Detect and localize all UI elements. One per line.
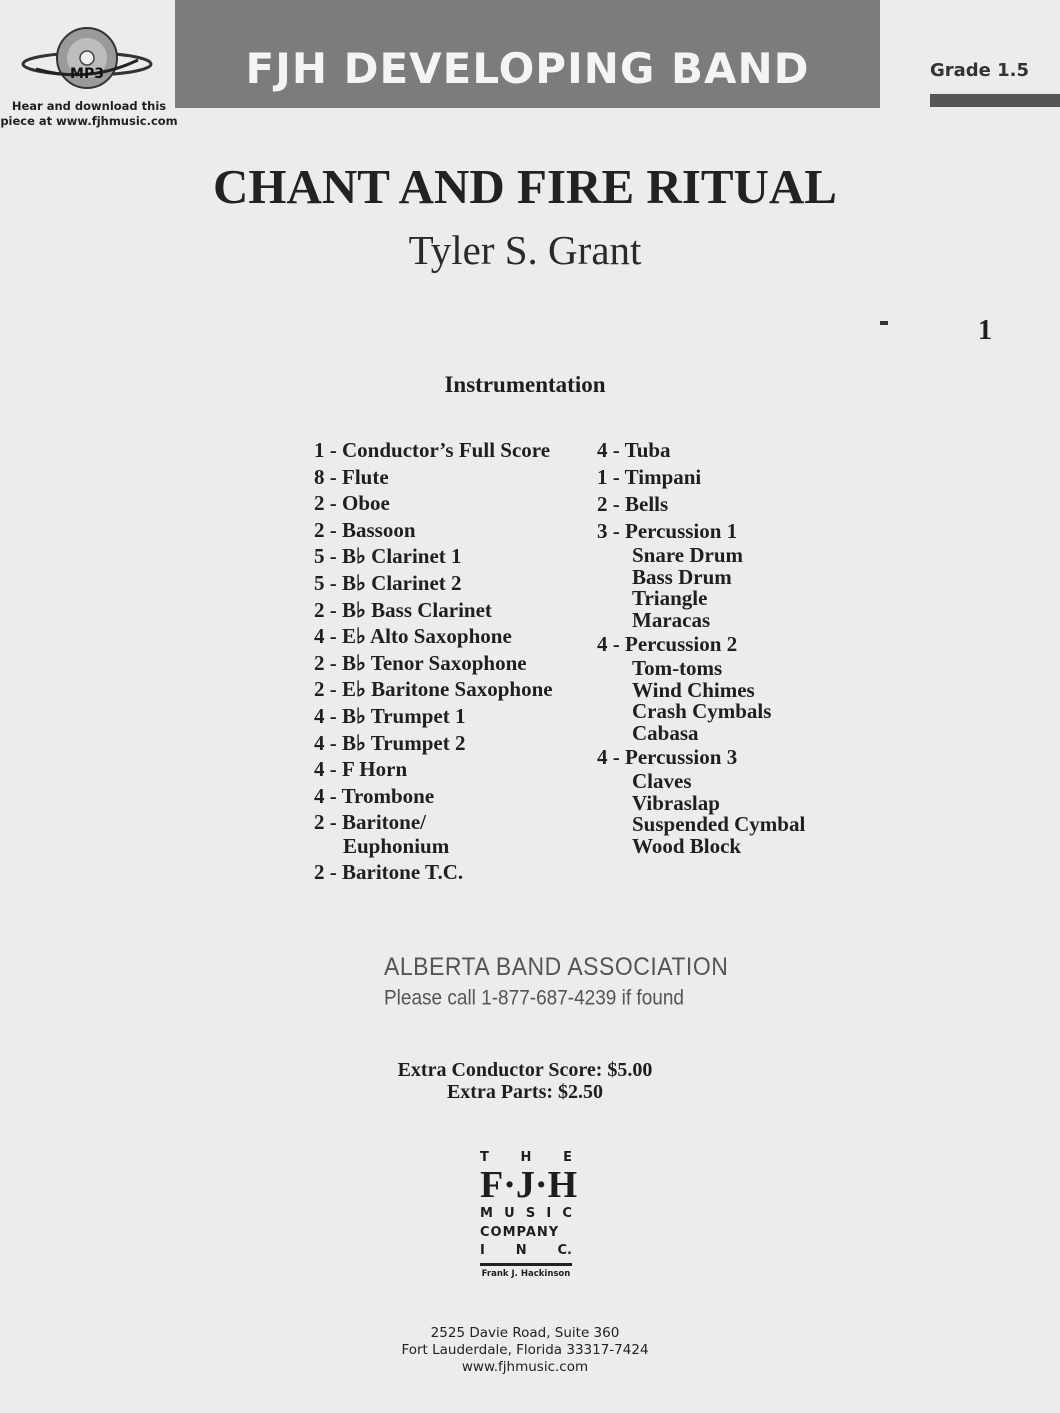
mp3-disc-logo bbox=[20, 22, 155, 97]
list-item: 2 - E♭ Baritone Saxophone bbox=[314, 677, 553, 702]
list-item: 2 - Baritone T.C. bbox=[314, 859, 464, 884]
instrumentation-list-left bbox=[314, 437, 553, 886]
list-subitem: Claves bbox=[632, 769, 692, 793]
mp3-badge-label: MP3 bbox=[70, 66, 104, 82]
list-item: 3 - Percussion 1 bbox=[597, 519, 738, 543]
logo-founder: Frank J. Hackinson bbox=[481, 1269, 571, 1279]
logo-inc: I N C. bbox=[480, 1243, 572, 1258]
series-name: FJH DEVELOPING BAND bbox=[245, 43, 810, 93]
list-item: 2 - Bassoon bbox=[314, 517, 416, 542]
stray-mark bbox=[880, 321, 888, 325]
list-item: 2 - B♭ Bass Clarinet bbox=[314, 597, 492, 622]
list-subitem: Maracas bbox=[632, 607, 711, 632]
grade-level: Grade 1.5 bbox=[930, 60, 1030, 81]
list-item: 1 - Conductor’s Full Score bbox=[314, 438, 551, 462]
price-info bbox=[0, 1059, 1050, 1103]
instrumentation-list-right bbox=[597, 437, 805, 857]
list-subitem: Crash Cymbals bbox=[632, 699, 772, 723]
address-line-2: Fort Lauderdale, Florida 33317-7424 bbox=[401, 1342, 649, 1358]
series-banner bbox=[175, 0, 880, 108]
list-item: 4 - Tuba bbox=[597, 438, 671, 462]
list-item: 4 - Trombone bbox=[314, 783, 435, 808]
list-item: 1 - Timpani bbox=[597, 465, 702, 489]
list-item: 8 - Flute bbox=[314, 464, 389, 489]
conductor-score-price: Extra Conductor Score: $5.00 bbox=[397, 1059, 653, 1081]
list-subitem: Wind Chimes bbox=[632, 677, 755, 702]
logo-music: M U S I C bbox=[480, 1206, 572, 1221]
grade-bar bbox=[930, 94, 1060, 107]
composer-name: Tyler S. Grant bbox=[408, 227, 642, 273]
stamp-line-2: Please call 1-877-687-4239 if found bbox=[384, 987, 684, 1011]
address-line-1: 2525 Davie Road, Suite 360 bbox=[430, 1325, 620, 1341]
stamp-line-1: ALBERTA BAND ASSOCIATION bbox=[384, 952, 729, 981]
list-subitem: Suspended Cymbal bbox=[632, 812, 806, 836]
logo-rule bbox=[480, 1263, 572, 1266]
website: www.fjhmusic.com bbox=[461, 1359, 589, 1375]
list-subitem: Tom-toms bbox=[632, 656, 723, 680]
list-item: 4 - B♭ Trumpet 2 bbox=[314, 730, 466, 755]
list-item: 2 - Baritone/ bbox=[314, 810, 426, 835]
logo-the: T H E bbox=[480, 1150, 572, 1165]
list-item: 4 - E♭ Alto Saxophone bbox=[314, 624, 512, 649]
list-item: 4 - Percussion 3 bbox=[597, 745, 738, 769]
logo-company: COMPANY bbox=[480, 1225, 560, 1240]
list-subitem: Bass Drum bbox=[632, 564, 732, 589]
list-item-continuation: Euphonium bbox=[343, 833, 450, 858]
instrumentation-heading: Instrumentation bbox=[444, 372, 606, 397]
list-item: 2 - Oboe bbox=[314, 491, 390, 516]
publisher-logo bbox=[480, 1150, 578, 1279]
list-subitem: Snare Drum bbox=[632, 543, 744, 567]
list-item: 5 - B♭ Clarinet 2 bbox=[314, 570, 462, 595]
ownership-stamp bbox=[384, 952, 728, 1009]
list-item: 4 - Percussion 2 bbox=[597, 632, 738, 656]
mp3-download-caption: Hear and download this piece at www.fjhmusic.com bbox=[0, 99, 178, 128]
publisher-address bbox=[0, 1325, 1050, 1376]
list-item: 5 - B♭ Clarinet 1 bbox=[314, 544, 462, 569]
list-subitem: Triangle bbox=[632, 586, 708, 610]
logo-fjh: F · J · H bbox=[480, 1164, 578, 1206]
list-item: 2 - Bells bbox=[597, 492, 669, 516]
page-number: 1 bbox=[978, 315, 992, 346]
piece-title: CHANT AND FIRE RITUAL bbox=[213, 159, 837, 214]
list-item: 2 - B♭ Tenor Saxophone bbox=[314, 650, 527, 675]
list-subitem: Vibraslap bbox=[632, 790, 720, 815]
list-item: 4 - F Horn bbox=[314, 757, 408, 782]
list-subitem: Cabasa bbox=[632, 720, 699, 745]
extra-parts-price: Extra Parts: $2.50 bbox=[446, 1081, 604, 1103]
list-item: 4 - B♭ Trumpet 1 bbox=[314, 703, 466, 728]
list-subitem: Wood Block bbox=[632, 833, 742, 858]
